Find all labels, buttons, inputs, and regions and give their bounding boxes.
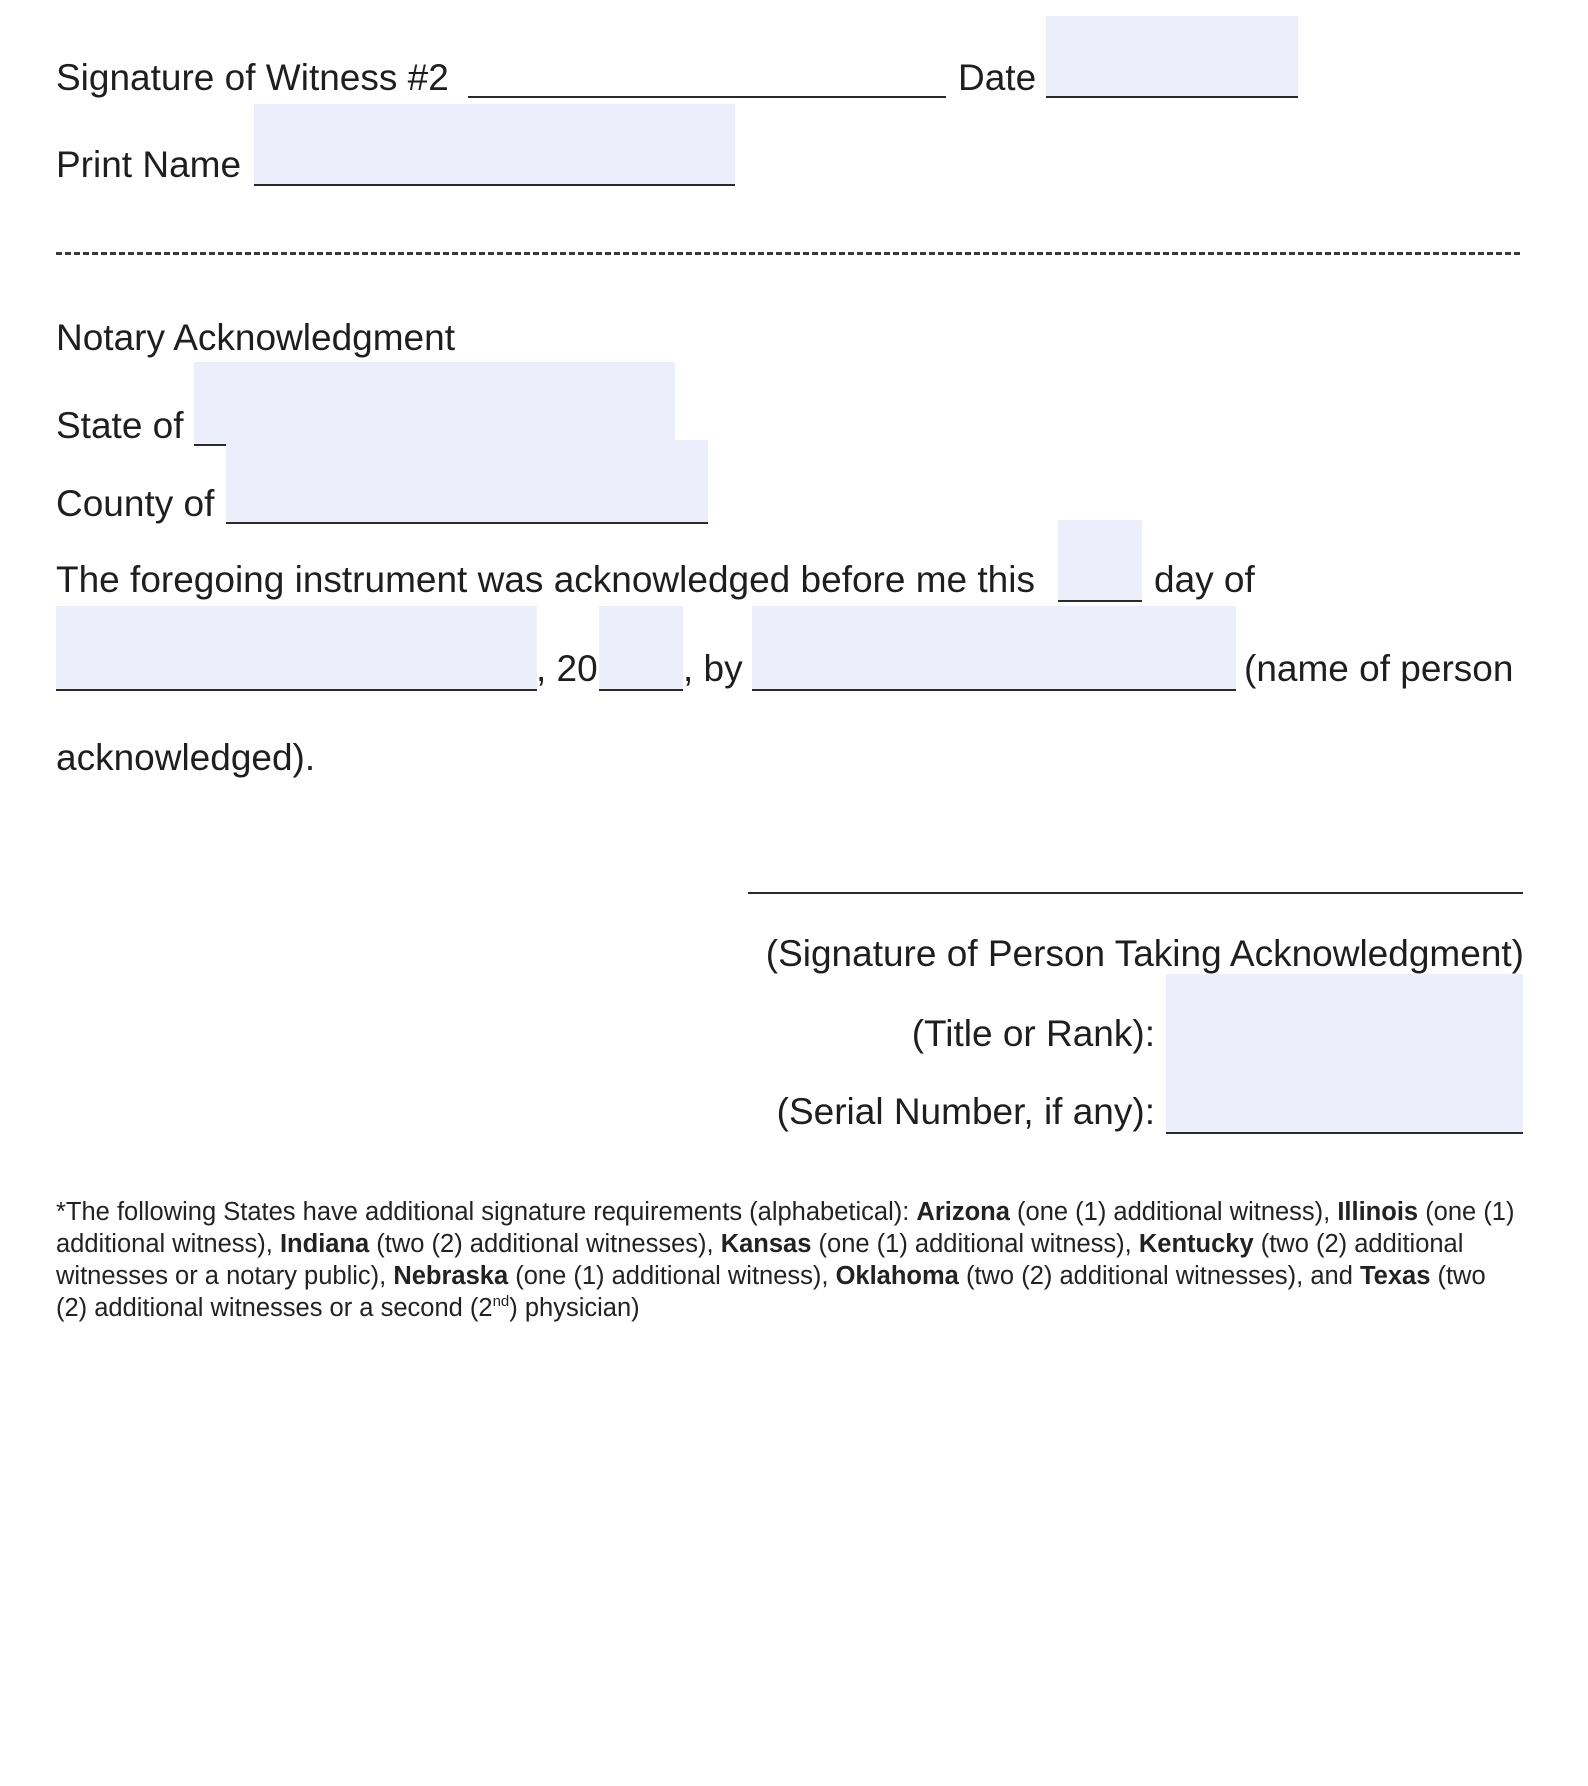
name-of-person-field[interactable] xyxy=(752,606,1236,691)
state-note: (two (2) additional witnesses or a notary public), xyxy=(56,1230,1464,1290)
state-name: Arizona xyxy=(916,1198,1010,1226)
state-note: (two (2) additional witnesses), xyxy=(369,1230,721,1258)
state-note: (one (1) additional witness), xyxy=(56,1198,1515,1258)
state-name: Nebraska xyxy=(393,1262,509,1290)
day-field[interactable] xyxy=(1058,520,1142,602)
witness2-signature-label: Signature of Witness #2 xyxy=(56,57,449,98)
state-name: Kansas xyxy=(720,1230,812,1258)
serial-number-label: (Serial Number, if any): xyxy=(776,1091,1155,1132)
serial-number-field[interactable] xyxy=(1166,1052,1523,1134)
state-note: (two (2) additional witnesses), and xyxy=(958,1262,1360,1290)
footnote-tail: ) physician) xyxy=(509,1294,640,1322)
state-note: (one (1) additional witness), xyxy=(811,1230,1139,1258)
month-field[interactable] xyxy=(56,606,537,691)
superscript-nd: nd xyxy=(492,1293,510,1310)
acknowledged-text: acknowledged). xyxy=(56,737,316,778)
county-of-field[interactable] xyxy=(226,440,708,524)
day-of-text: day of xyxy=(1154,559,1255,600)
comma-by-text: , by xyxy=(683,648,743,689)
witness2-print-name-label: Print Name xyxy=(56,144,242,185)
title-rank-label: (Title or Rank): xyxy=(911,1013,1155,1054)
acknowledgment-text: The foregoing instrument was acknowledged before me this xyxy=(56,559,1035,600)
notary-signature-caption: (Signature of Person Taking Acknowledgment) xyxy=(765,933,1524,974)
state-note: (one (1) additional witness), xyxy=(1009,1198,1338,1226)
state-note: (one (1) additional witness), xyxy=(508,1262,836,1290)
title-rank-field[interactable] xyxy=(1166,974,1523,1056)
footnote-intro: *The following States have additional signature requirements (alphabetical): xyxy=(56,1198,917,1226)
notary-signature-line[interactable] xyxy=(748,892,1523,894)
state-name: Indiana xyxy=(279,1230,370,1258)
state-name: Texas xyxy=(1359,1262,1431,1290)
footnote xyxy=(56,1196,1516,1324)
section-divider xyxy=(56,252,1520,255)
comma-20-text: , 20 xyxy=(536,648,598,689)
state-of-field[interactable] xyxy=(194,362,675,446)
witness2-date-field[interactable] xyxy=(1046,16,1298,98)
witness2-signature-line[interactable] xyxy=(468,96,946,98)
year-field[interactable] xyxy=(599,606,683,691)
witness2-date-label: Date xyxy=(958,57,1037,98)
county-of-label: County of xyxy=(56,483,215,524)
notary-heading: Notary Acknowledgment xyxy=(56,317,455,358)
state-name: Illinois xyxy=(1337,1198,1419,1226)
state-name: Oklahoma xyxy=(835,1262,959,1290)
state-name: Kentucky xyxy=(1138,1230,1254,1258)
state-of-label: State of xyxy=(56,405,184,446)
witness2-print-name-field[interactable] xyxy=(254,104,735,186)
name-of-person-text: (name of person xyxy=(1244,648,1514,689)
state-note: (two (2) additional witnesses or a second (2 xyxy=(56,1262,1486,1322)
